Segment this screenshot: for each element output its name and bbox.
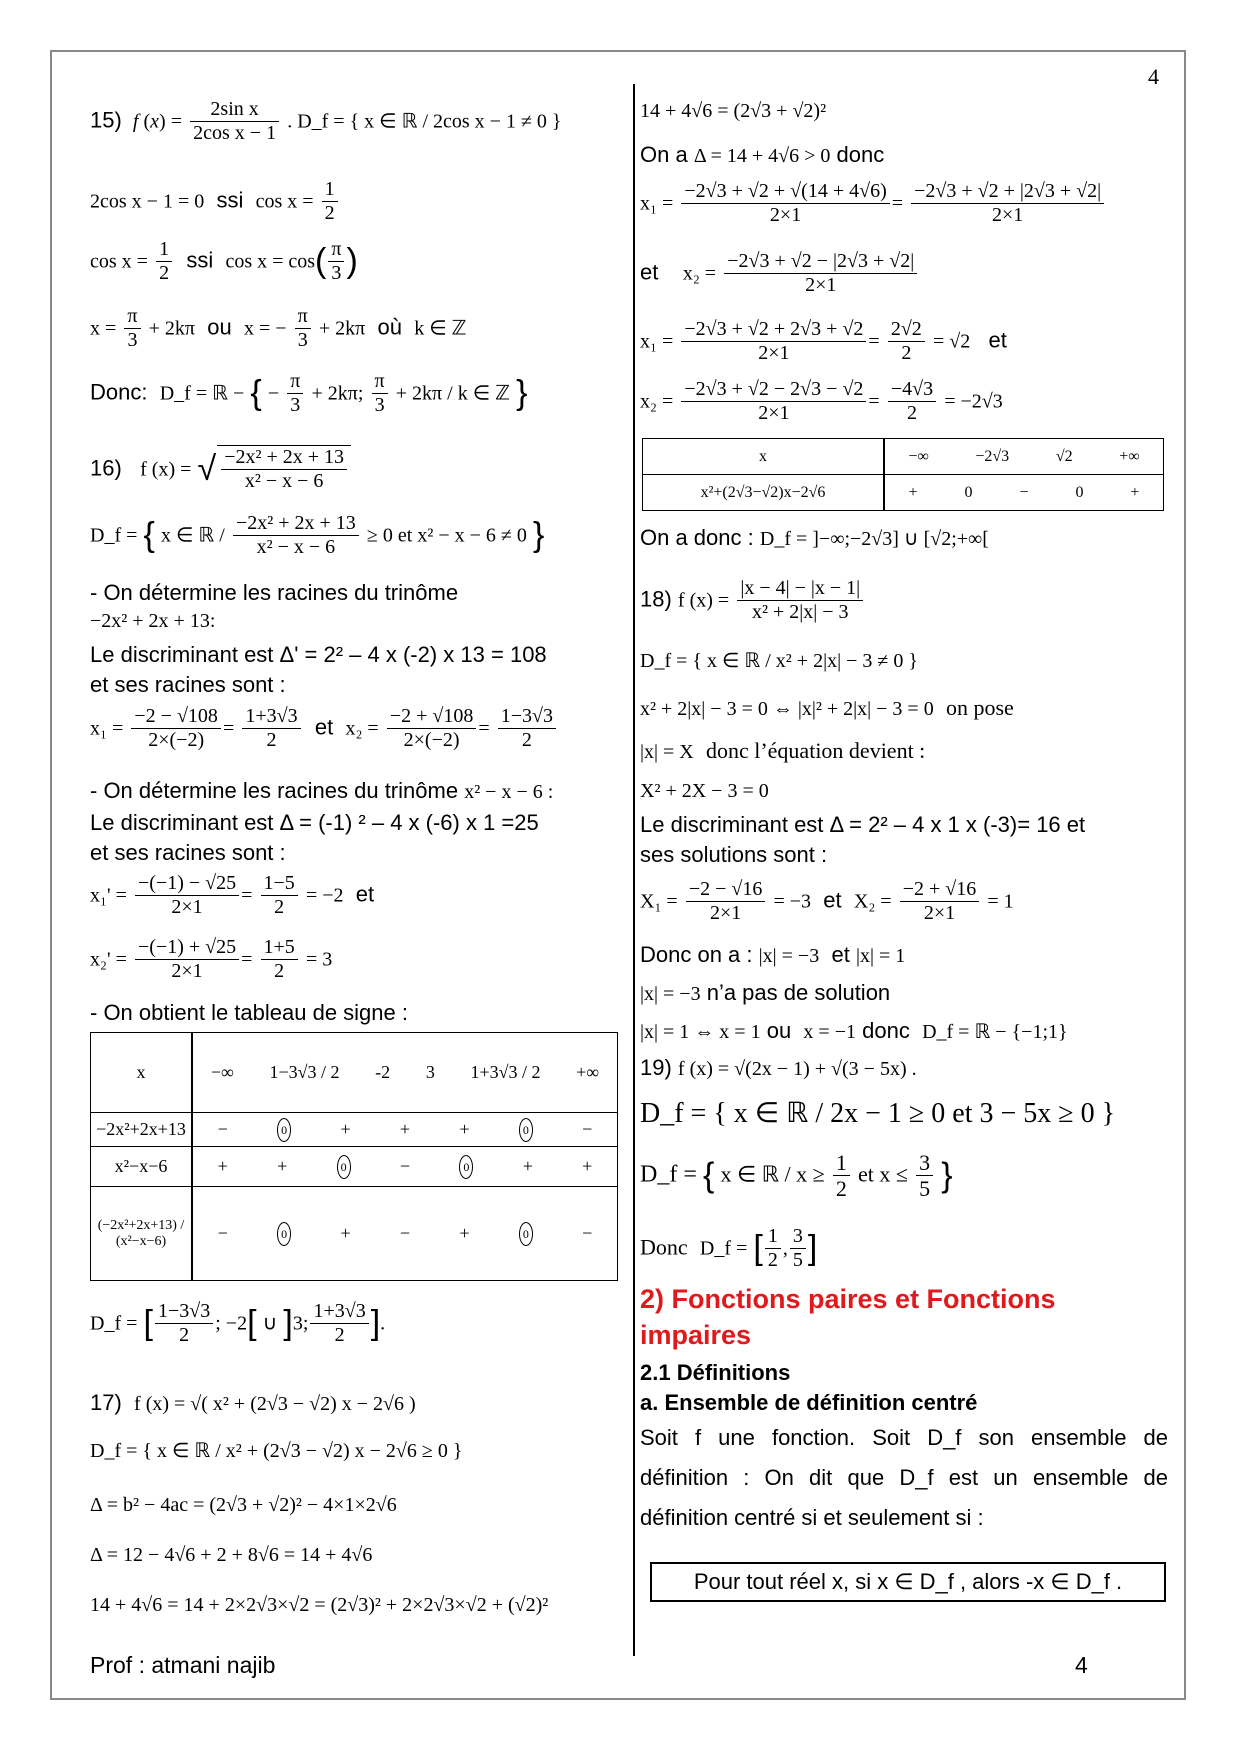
definition-paragraph: Soit f une fonction. Soit D_f son ensemble de définition : On dit que D_f est un ensemble de définition centré si et seulement si : [640, 1425, 1168, 1530]
ex16-result: D_f = [ $\frac{1-3√3}{2}$ ; −2[ ∪ ]3; $\frac{1+3√3}{2}$ ]. [90, 1300, 386, 1346]
ex16-text5: Le discriminant est Δ = (-1) ² – 4 x (-6) x 1 =25 [90, 810, 539, 835]
r-domain17: On a donc : D_f = ]−∞;−2√3] ∪ [√2;+∞[ [640, 525, 989, 550]
r-x1b: x₁ = $\frac{-2√3 + √2 + 2√3 + √2}{2\times 1}$ = $\frac{2√2}{2}$ = √2 et [640, 318, 1007, 364]
column-divider [633, 84, 635, 1656]
ex16-text6: et ses racines sont : [90, 840, 286, 865]
ex16-roots1: x₁ = $\frac{-2 - √108}{2\times(-2)}$ = $\frac{1+3√3}{2}$ et x₂ = $\frac{-2 + √108}{2\times(-2)}$ = $\frac{1-3√3}{2}$ [90, 705, 558, 752]
footer-author: Prof : atmani najib [90, 1652, 276, 1678]
ex18-function: 18) f (x) = $\frac{|x - 4| - |x - 1|}{\text{x² + 2|x| − 3}}$ [640, 577, 865, 624]
section-title-line2: impaires [640, 1320, 752, 1350]
ex17-delta2: Δ = 12 − 4√6 + 2 + 8√6 = 14 + 4√6 [90, 1544, 373, 1566]
ex19-domain1: D_f = { x ∈ ℝ / 2x − 1 ≥ 0 et 3 − 5x ≥ 0 } [640, 1098, 1116, 1129]
ex19-domain2: D_f = { x ∈ ℝ / x ≥ $\frac{1}{2}$ et x ≤ $\frac{3}{5}$ } [640, 1150, 953, 1202]
ex16-trinome1: −2x² + 2x + 13: [90, 610, 216, 632]
ex16-function: 16) f (x) = √ $\frac{\text{−2x² + 2x + 13}}{\text{x² − x − 6}}$ [90, 445, 351, 493]
ex16-text7: - On obtient le tableau de signe : [90, 1000, 408, 1025]
ex19-function: 19) f (x) = √(2x − 1) + √(3 − 5x) . [640, 1055, 917, 1080]
ex18-nosol: |x| = −3 n’a pas de solution [640, 980, 891, 1005]
ex15-eq1: 2cos x − 1 = 0 ssi cos x = $\frac{1}{2}$ [90, 178, 340, 225]
ex19-conclusion: Donc D_f = [ $\frac{1}{2}$ , $\frac{3}{5}$ ] [640, 1225, 818, 1271]
ex15-domain: . D_f = { x ∈ ℝ / 2cos x − 1 ≠ 0 } [287, 110, 562, 133]
ex18-disc: Le discriminant est Δ = 2² – 4 x 1 x (-3)= 16 et [640, 812, 1086, 837]
r-line1: 14 + 4√6 = (2√3 + √2)² [640, 100, 827, 122]
r-x1: x₁ = $\frac{-2√3 + √2 + √(14 + 4√6)}{2\times 1}$ = $\frac{-2√3 + √2 + |2√3 + √2|}{2\times 1}$ [640, 180, 1106, 227]
ex17-domain: D_f = { x ∈ ℝ / x² + (2√3 − √2) x − 2√6 ≥ 0 } [90, 1440, 463, 1462]
r-x2: et x₂ = $\frac{-2√3 + √2 - |2√3 + √2|}{2\times 1}$ [640, 250, 919, 297]
footer-page-number: 4 [1075, 1652, 1088, 1678]
definition-box: Pour tout réel x, si x ∈ D_f , alors -x ∈ D_f . [650, 1562, 1166, 1602]
ex15-conclusion: Donc: D_f = ℝ − { − $\frac{\pi}{3}$ + 2kπ; $\frac{\pi}{3}$ + 2kπ / k ∈ ℤ } [90, 370, 528, 416]
ex15-line: 15) f (x) = $\frac{\text{2sin x}}{\text{2cos x − 1}}$ . D_f = { x ∈ ℝ / 2cos x − 1 ≠ 0 } [90, 98, 562, 144]
ex16-text2: Le discriminant est Δ' = 2² – 4 x (-2) x 13 = 108 [90, 642, 547, 667]
ex18-last: |x| = 1 ⇔ x = 1 ou x = −1 donc D_f = ℝ − {−1;1} [640, 1018, 1068, 1043]
ex15-eq2: cos x = $\frac{1}{2}$ ssi cos x = cos( $\frac{\pi}{3}$ ) [90, 238, 358, 284]
ex16-roots2b: x₂' = $\frac{-(-1) + √25}{2\times 1}$ = $\frac{1+5}{2}$ = 3 [90, 936, 333, 982]
ex16-text4: - On détermine les racines du trinôme x² − x − 6 : [90, 778, 554, 803]
ex16-text3: et ses racines sont : [90, 672, 286, 697]
sign-table-ex17: x −∞ −2√3 √2 +∞ x²+(2√3−√2)x−2√6 + 0 − 0 + [642, 438, 1164, 511]
sign-table-ex16: x −∞ 1−3√3 / 2 -2 3 1+3√3 / 2 +∞ −2x²+2x+13 − 0 + + + 0 − x²−x−6 + + 0 − 0 + + (−2x²+2x+13) / (x²−x−6) − 0 + − + 0 − [90, 1032, 618, 1281]
ex18-domain: D_f = { x ∈ ℝ / x² + 2|x| − 3 ≠ 0 } [640, 650, 918, 672]
r-line2: On a Δ = 14 + 4√6 > 0 donc [640, 142, 885, 167]
ex15-eq3: x = $\frac{\pi}{3}$ + 2kπ ou x = − $\frac{\pi}{3}$ + 2kπ où k ∈ ℤ [90, 305, 467, 351]
ex18-X: X₁ = $\frac{-2 - √16}{2\times 1}$ = −3 et X₂ = $\frac{-2 + √16}{2\times 1}$ = 1 [640, 878, 1014, 924]
page-number-top: 4 [1148, 64, 1159, 89]
section-title-line1: 2) Fonctions paires et Fonctions [640, 1284, 1056, 1314]
ex16-domain: D_f = { x ∈ ℝ / $\frac{\text{−2x² + 2x + 13}}{\text{x² − x − 6}}$ ≥ 0 et x² − x − 6 ≠ 0 } [90, 512, 545, 558]
ex17-delta1: Δ = b² − 4ac = (2√3 + √2)² − 4×1×2√6 [90, 1494, 397, 1516]
ex16-text1: - On détermine les racines du trinôme [90, 580, 459, 605]
ex17-delta3: 14 + 4√6 = 14 + 2×2√3×√2 = (2√3)² + 2×2√3×√2 + (√2)² [90, 1594, 549, 1616]
ex15-fraction: $\frac{\text{2sin x}}{\text{2cos x − 1}}$ [190, 98, 279, 145]
ex15-label: 15) [90, 107, 122, 133]
ex18-donc: Donc on a : |x| = −3 et |x| = 1 [640, 942, 906, 967]
ex18-eq3: X² + 2X − 3 = 0 [640, 780, 769, 802]
ex16-roots2a: x₁' = $\frac{-(-1) - √25}{2\times 1}$ = $\frac{1-5}{2}$ = −2 et [90, 872, 375, 918]
ex18-eq1: x² + 2|x| − 3 = 0 ⇔ |x|² + 2|x| − 3 = 0 on pose [640, 695, 1014, 720]
ex18-eq2: |x| = X donc l’équation devient : [640, 738, 926, 763]
r-x2b: x₂ = $\frac{-2√3 + √2 - 2√3 - √2}{2\times 1}$ = $\frac{-4√3}{2}$ = −2√3 [640, 378, 1003, 424]
ex18-sols: ses solutions sont : [640, 842, 828, 867]
ex17-function: 17) f (x) = √( x² + (2√3 − √2) x − 2√6 ) [90, 1390, 416, 1415]
subsection-definitions: 2.1 Définitions [640, 1360, 791, 1385]
subsection-centered-domain: a. Ensemble de définition centré [640, 1390, 978, 1415]
